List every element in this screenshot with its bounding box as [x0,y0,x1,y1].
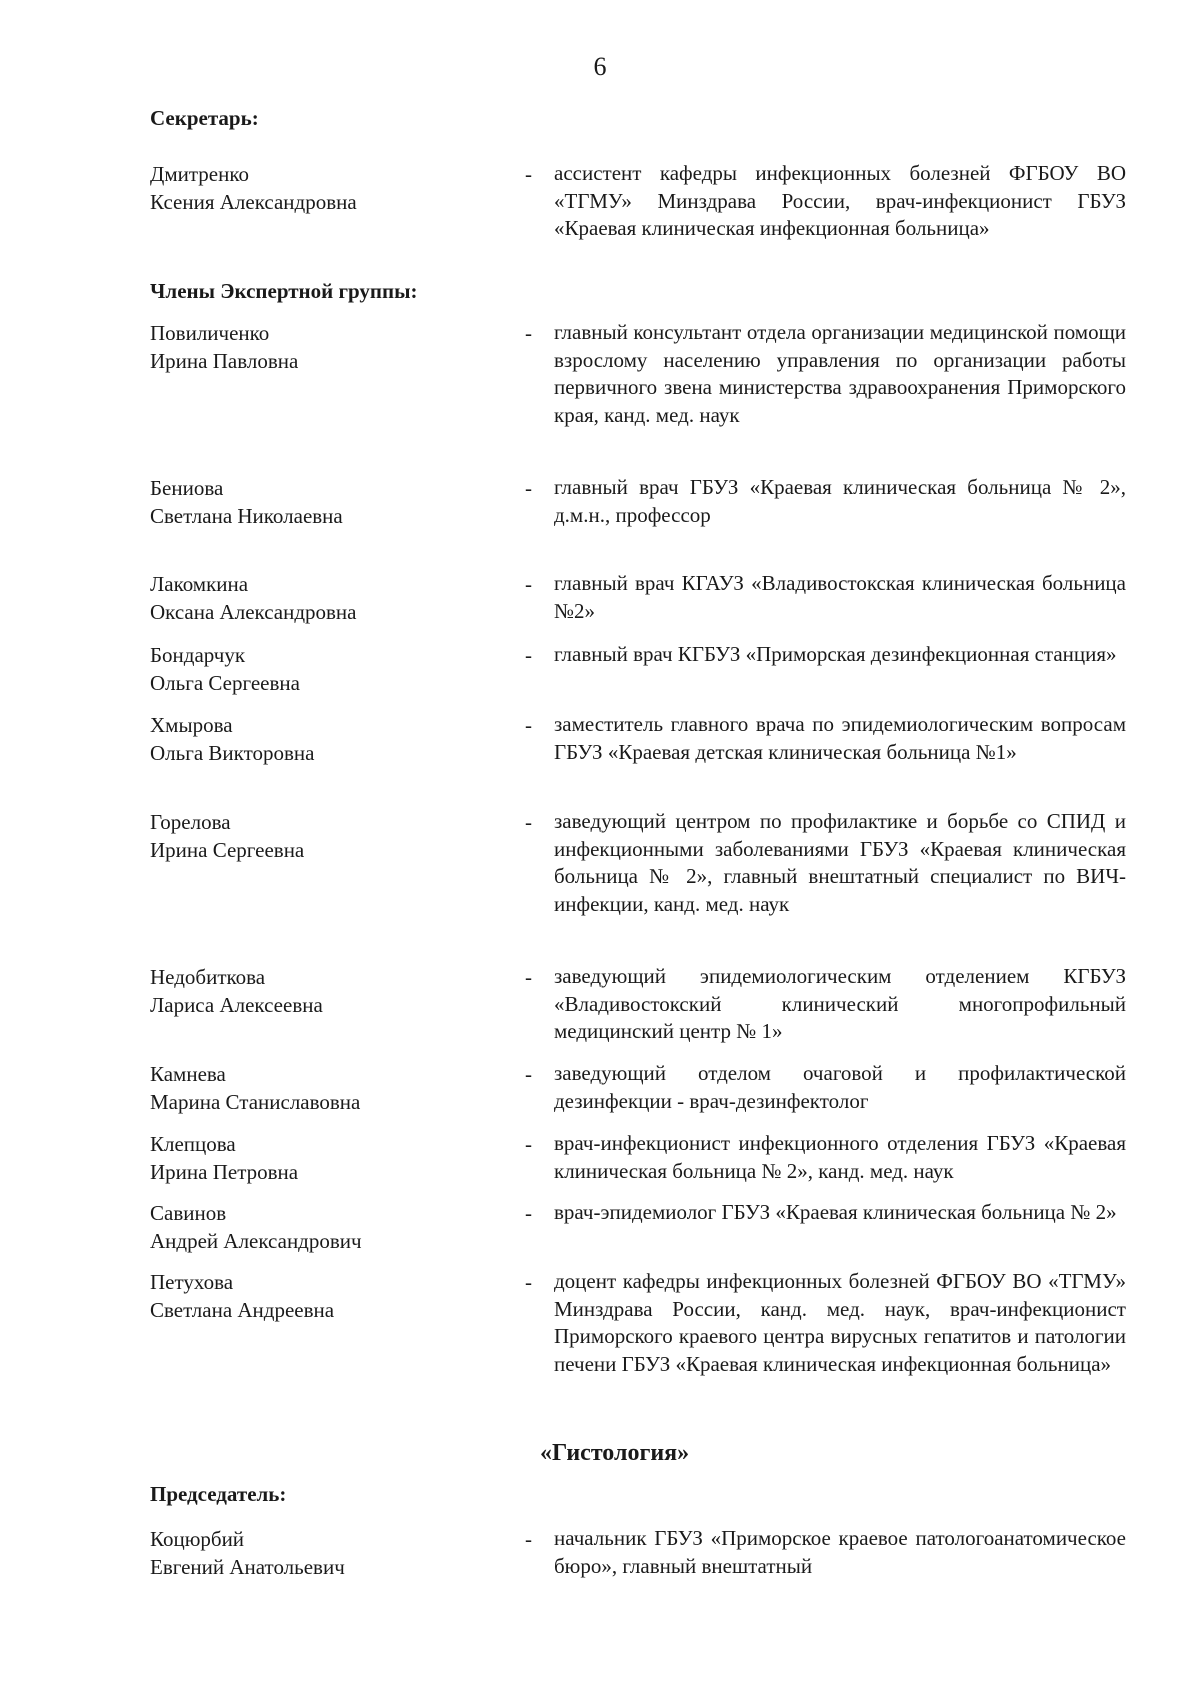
dash-separator: - [525,1201,532,1225]
person-given-name: Марина Станиславовна [150,1090,361,1114]
dash-separator: - [525,965,532,989]
person-surname: Недобиткова [150,965,266,989]
person-given-name: Ольга Викторовна [150,741,315,765]
person-name [150,319,510,375]
page-number: 6 [593,52,607,81]
person-name [150,160,510,216]
person-given-name: Евгений Анатольевич [150,1555,345,1579]
person-position: заведующий центром по профилактике и борьбе со СПИД и инфекционными заболеваниями ГБУЗ «Краевая клиническая больница № 2», главный внештатный специалист по ВИЧ-инфекции, канд. мед. наук [554,809,1126,916]
person-name [150,474,510,530]
person-name [150,1130,510,1186]
person-position: главный врач КГАУЗ «Владивостокская клиническая больница №2» [554,571,1126,623]
person-surname: Бениова [150,476,224,500]
person-position: врач-инфекционист инфекционного отделения ГБУЗ «Краевая клиническая больница № 2», канд. мед. наук [554,1131,1126,1183]
person-given-name: Светлана Андреевна [150,1298,335,1322]
person-given-name: Ксения Александровна [150,190,357,214]
person-name [150,963,510,1019]
person-position: главный врач ГБУЗ «Краевая клиническая больница № 2», д.м.н., профессор [554,475,1126,527]
person-name [150,570,510,626]
heading-secretary: Секретарь: [150,106,259,130]
person-surname: Петухова [150,1270,234,1294]
person-given-name: Оксана Александровна [150,600,357,624]
person-given-name: Ирина Сергеевна [150,838,305,862]
person-name [150,1268,510,1324]
person-surname: Хмырова [150,713,233,737]
dash-separator: - [525,321,532,345]
person-position: ассистент кафедры инфекционных болезней ФГБОУ ВО «ТГМУ» Минздрава России, врач-инфекционист ГБУЗ «Краевая клиническая инфекционная больница» [554,161,1126,240]
person-surname: Лакомкина [150,572,249,596]
person-position: главный врач КГБУЗ «Приморская дезинфекционная станция» [554,642,1117,666]
person-name [150,711,510,767]
person-name [150,641,510,697]
person-name [150,1060,510,1116]
person-name [150,1199,510,1255]
dash-separator: - [525,713,532,737]
dash-separator: - [525,572,532,596]
dash-separator: - [525,1527,532,1551]
person-given-name: Андрей Александрович [150,1229,362,1253]
dash-separator: - [525,1062,532,1086]
person-position: заведующий эпидемиологическим отделением КГБУЗ «Владивостокский клинический многопрофильный медицинский центр № 1» [554,964,1126,1043]
person-surname: Дмитренко [150,162,249,186]
heading-experts: Члены Экспертной группы: [150,279,418,303]
person-surname: Бондарчук [150,643,246,667]
person-given-name: Ирина Павловна [150,349,299,373]
person-position: доцент кафедры инфекционных болезней ФГБОУ ВО «ТГМУ» Минздрава России, канд. мед. наук, врач-инфекционист Приморского краевого центра вирусных гепатитов и патологии печени ГБУЗ «Краевая клиническая инфекционная больница» [554,1269,1126,1376]
person-position: врач-эпидемиолог ГБУЗ «Краевая клиническая больница № 2» [554,1200,1117,1224]
person-position: начальник ГБУЗ «Приморское краевое патологоанатомическое бюро», главный внештатный [554,1526,1126,1578]
person-given-name: Ольга Сергеевна [150,671,300,695]
person-surname: Коцюрбий [150,1527,245,1551]
person-surname: Камнева [150,1062,226,1086]
dash-separator: - [525,476,532,500]
person-given-name: Лариса Алексеевна [150,993,323,1017]
person-surname: Савинов [150,1201,227,1225]
dash-separator: - [525,162,532,186]
person-name [150,808,510,864]
person-surname: Клепцова [150,1132,236,1156]
person-position: главный консультант отдела организации медицинской помощи взрослому населению управления по организации работы первичного звена министерства здравоохранения Приморского края, канд. мед. наук [554,320,1126,427]
person-given-name: Светлана Николаевна [150,504,343,528]
heading-chairman: Председатель: [150,1482,287,1506]
dash-separator: - [525,643,532,667]
person-name [150,1525,510,1581]
section-title: «Гистология» [540,1440,690,1466]
person-given-name: Ирина Петровна [150,1160,299,1184]
person-surname: Горелова [150,810,231,834]
dash-separator: - [525,1132,532,1156]
person-position: заместитель главного врача по эпидемиологическим вопросам ГБУЗ «Краевая детская клиническая больница №1» [554,712,1126,764]
dash-separator: - [525,810,532,834]
dash-separator: - [525,1270,532,1294]
person-surname: Повиличенко [150,321,270,345]
person-position: заведующий отделом очаговой и профилактической дезинфекции - врач-дезинфектолог [554,1061,1126,1113]
